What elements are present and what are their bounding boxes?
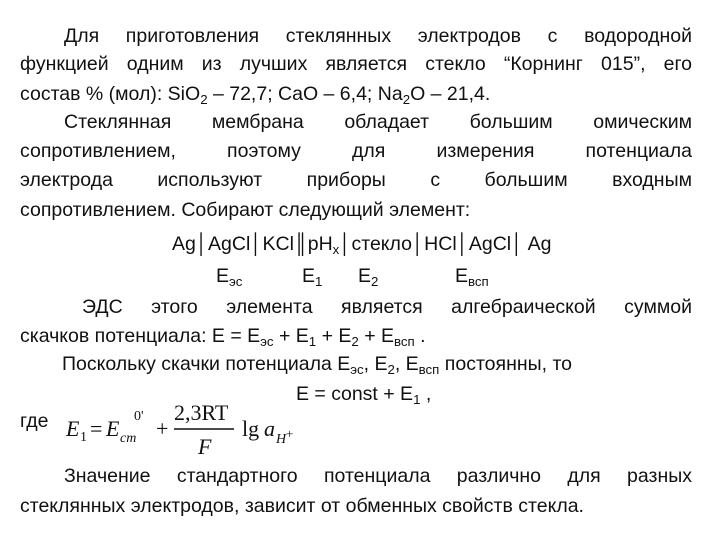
cell-part1: Ag│Ag <box>172 233 232 255</box>
formula-e0-sub: cm <box>120 431 137 446</box>
formula-lhs-sub: 1 <box>80 430 87 445</box>
p1-line3-sub1: 2 <box>200 91 208 107</box>
formula-eq: = <box>90 416 103 441</box>
formula-a-sub: H <box>276 432 287 447</box>
formula-a: a <box>264 416 275 441</box>
p2-line3: электрода используют приборы с большим входным <box>20 169 692 191</box>
formula-denominator: F <box>198 434 212 459</box>
formula-lhs: E <box>66 416 80 441</box>
p1-line3-start: состав % (мол): SiO <box>20 83 201 105</box>
p1-line2: функцией одним из лучших является стекло “Корнинг 015”, его <box>20 53 692 75</box>
formula-lg: lg <box>242 416 260 441</box>
label-e-es: $Е_{эс}$ <box>216 265 243 289</box>
formula-plus: + <box>156 416 169 441</box>
p2-line1: Стеклянная мембрана обладает большим омическим <box>64 111 692 133</box>
constant-line2: Е = const + $Е_1$ , <box>296 383 432 407</box>
emf-line1: ЭДС этого элемента является алгебраической суммой <box>82 296 692 318</box>
p1-line1: Для приготовления стеклянных электродов с водородной <box>64 25 692 47</box>
formula-numerator: 2,3RT <box>174 400 229 425</box>
p2-line4: сопротивлением. Собирают следующий элемент: <box>20 199 471 221</box>
where-label: где <box>20 410 49 432</box>
formula-e0-sup: 0' <box>134 409 144 424</box>
p1-line3 <box>20 80 692 108</box>
p1-line3-end: O – 21,4. <box>410 83 491 105</box>
formula-e0: E <box>106 416 120 441</box>
cell-part2: Cl│KCl║pH <box>231 233 333 255</box>
label-e-vsp: $Е_{всп}$ <box>455 265 489 289</box>
nernst-formula <box>62 398 342 468</box>
formula-row <box>20 398 340 468</box>
cell-sub: x <box>332 241 340 257</box>
label-e1: $Е_1$ <box>302 265 323 289</box>
galvanic-cell-scheme <box>172 230 592 258</box>
constant-line1: Поскольку скачки потенциала $Е_{эс}$, $Е_2$, $Е_{всп}$ постоянны, то <box>62 353 573 377</box>
p1-line3-sub2: 2 <box>402 91 411 107</box>
cell-part3: │стекло│HCl│AgCl│ Ag <box>339 233 552 255</box>
label-e2: $Е_2$ <box>358 265 379 289</box>
formula-a-sup: + <box>286 426 294 441</box>
emf-line2: скачков потенциала: $Е = Е_{эс} + Е_1 + Е_2 + Е_{всп}$ . <box>20 325 426 349</box>
p1-line3-mid: – 72,7; CaO – 6,4; Na <box>207 83 403 105</box>
conclusion-line2: стеклянных электродов, зависит от обменных свойств стекла. <box>20 495 584 517</box>
conclusion-line1: Значение стандартного потенциала различно для разных <box>64 465 692 487</box>
p2-line2: сопротивлением, поэтому для измерения потенциала <box>20 140 692 162</box>
formula-graphic <box>62 398 342 468</box>
